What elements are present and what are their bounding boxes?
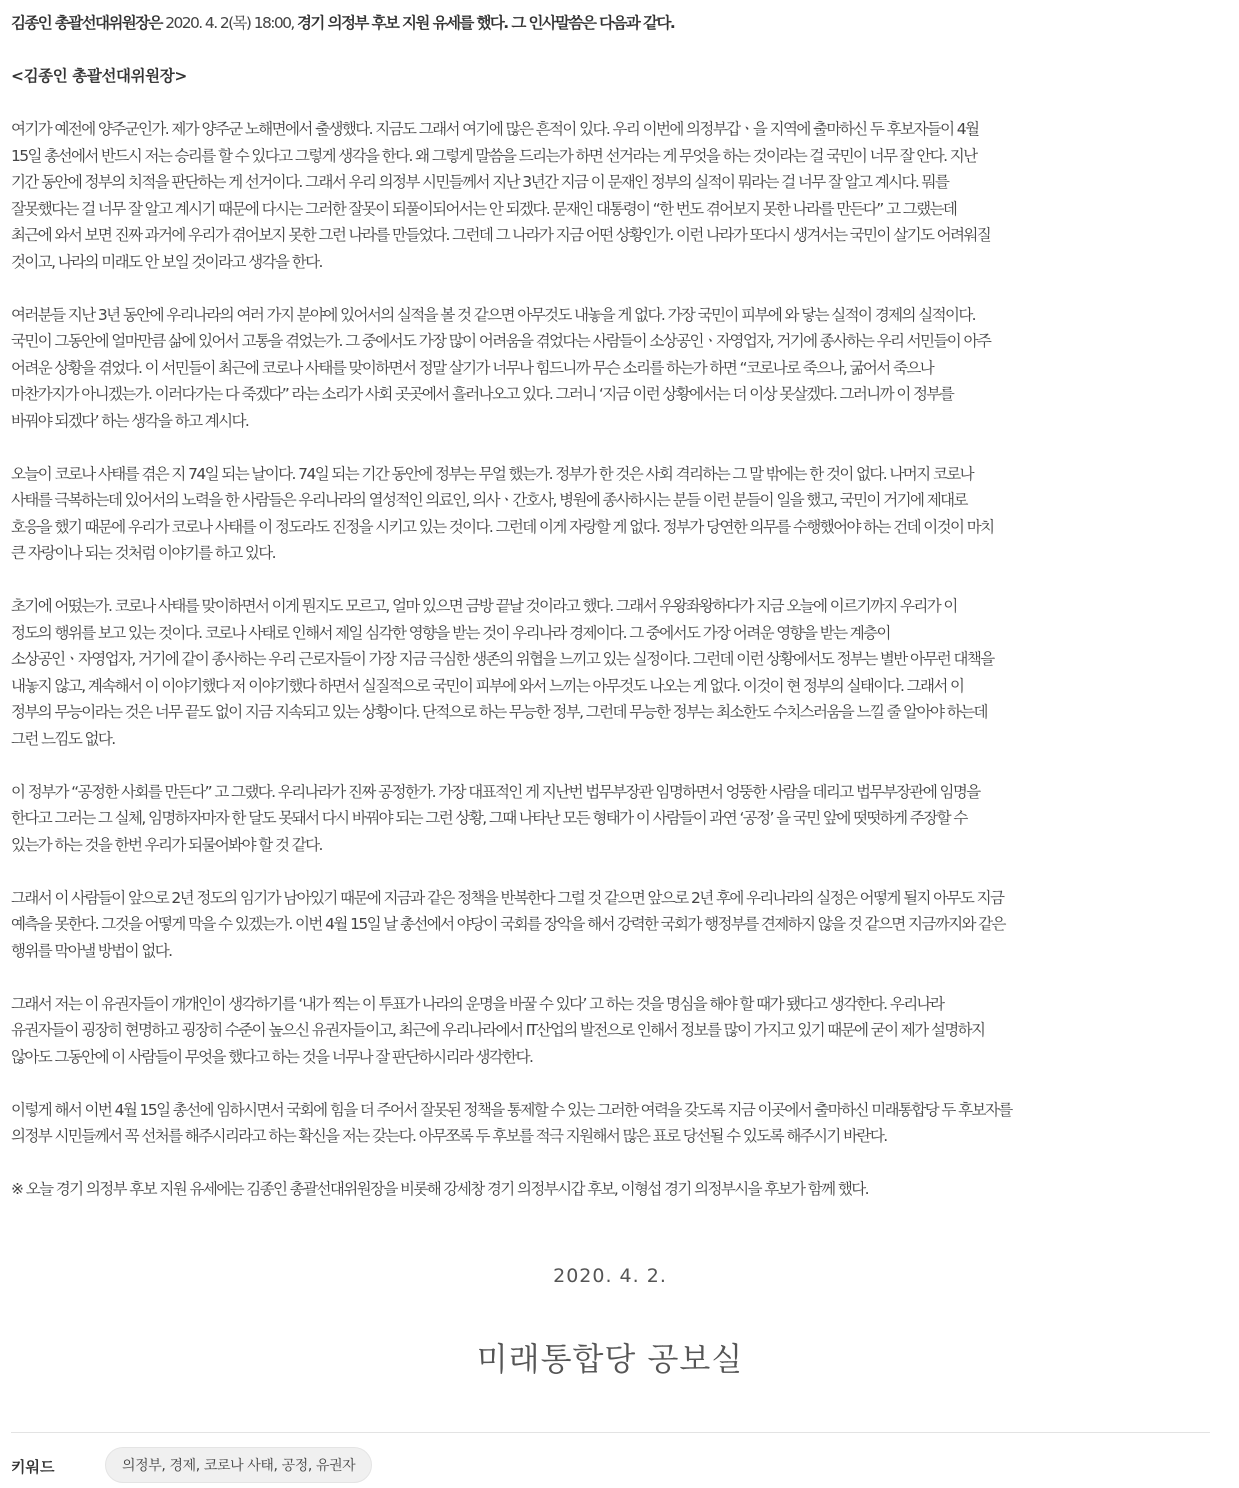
divider	[11, 1432, 1210, 1433]
paragraph-line: 그래서 저는 이 유권자들이 개개인이 생각하기를 ‘내가 찍는 이 투표가 나라의 운명을 바꿀 수 있다’ 고 하는 것을 명심을 해야 할 때가 됐다고 생각한다. 우리나라	[11, 994, 944, 1013]
speech-paragraph	[11, 885, 1211, 965]
paragraph-line: 행위를 막아낼 방법이 없다.	[11, 941, 172, 960]
paragraph-line: 최근에 와서 보면 진짜 과거에 우리가 겪어보지 못한 그런 나라를 만들었다. 그런데 그 나라가 지금 어떤 상황인가. 이런 나라가 또다시 생겨서는 국민이 살기도 어려워질	[11, 226, 991, 244]
keywords-tag[interactable]: 의정부, 경제, 코로나 사태, 공정, 유권자	[105, 1447, 372, 1483]
intro-subject: 김종인 총괄선대위원장은	[11, 14, 162, 32]
paragraph-line: 예측을 못한다. 그것을 어떻게 막을 수 있겠는가. 이번 4월 15일 날 총선에서 야당이 국회를 장악을 해서 강력한 국회가 행정부를 견제하지 않을 것 같으면 지금까지와 같은	[11, 915, 1005, 933]
paragraph-line: ※ 오늘 경기 의정부 후보 지원 유세에는 김종인 총괄선대위원장을 비롯해 강세창 경기 의정부시갑 후보, 이형섭 경기 의정부시을 후보가 함께 했다.	[11, 1180, 868, 1198]
intro-date: 2020. 4. 2(목) 18:00,	[161, 14, 298, 32]
speech-paragraph	[11, 991, 1211, 1071]
paragraph-line: 않아도 그동안에 이 사람들이 무엇을 했다고 하는 것을 너무나 잘 판단하시리라 생각한다.	[11, 1047, 533, 1066]
paragraph-line: 어려운 상황을 겪었다. 이 서민들이 최근에 코로나 사태를 맞이하면서 정말 살기가 너무나 힘드니까 무슨 소리를 하는가 하면 “코로나로 죽으나, 굶어서 죽으나	[11, 358, 934, 377]
paragraph-line: 여러분들 지난 3년 동안에 우리나라의 여러 가지 분야에 있어서의 실적을 볼 것 같으면 아무것도 내놓을 게 없다. 가장 국민이 피부에 와 닿는 실적이 경제의 실적이다.	[11, 305, 976, 324]
paragraph-line: 국민이 그동안에 얼마만큼 삶에 있어서 고통을 겪었는가. 그 중에서도 가장 많이 어려움을 겪었다는 사람들이 소상공인ㆍ자영업자, 거기에 종사하는 우리 서민들이 아주	[11, 332, 991, 350]
intro-event: 경기 의정부 후보 지원 유세를 했다. 그 인사말씀은 다음과 같다.	[297, 14, 675, 32]
speech-paragraph	[11, 461, 1211, 567]
paragraph-line: 유권자들이 굉장히 현명하고 굉장히 수준이 높으신 유권자들이고, 최근에 우리나라에서 IT산업의 발전으로 인해서 정보를 많이 가지고 있기 때문에 굳이 제가 설명하지	[11, 1021, 985, 1039]
intro-line	[11, 10, 1211, 37]
speech-paragraph	[11, 1097, 1211, 1150]
paragraph-line: 의정부 시민들께서 꼭 선처를 해주시리라고 하는 확신을 저는 갖는다. 아무쪼록 두 후보를 적극 지원해서 많은 표로 당선될 수 있도록 해주시기 바란다.	[11, 1127, 887, 1145]
issuer-signature: 미래통합당 공보실	[476, 1340, 744, 1378]
paragraph-line: 정도의 행위를 보고 있는 것이다. 코로나 사태로 인해서 제일 심각한 영향을 받는 것이 우리나라 경제이다. 그 중에서도 가장 어려운 영향을 받는 계층이	[11, 623, 890, 642]
paragraph-line: 정부의 무능이라는 것은 너무 끝도 없이 지금 지속되고 있는 상황이다. 단적으로 하는 무능한 정부, 그런데 무능한 정부는 최소한도 수치스러움을 느낄 줄 알아야 하는데	[11, 703, 987, 721]
paragraph-line: 큰 자랑이나 되는 것처럼 이야기를 하고 있다.	[11, 544, 276, 562]
speaker-heading: <김종인 총괄선대위원장>	[11, 67, 187, 85]
paragraph-line: 초기에 어떴는가. 코로나 사태를 맞이하면서 이게 뭔지도 모르고, 얼마 있으면 금방 끝날 것이라고 했다. 그래서 우왕좌왕하다가 지금 오늘에 이르기까지 우리가 이	[11, 597, 957, 615]
paragraph-line: 여기가 예전에 양주군인가. 제가 양주군 노해면에서 출생했다. 지금도 그래서 여기에 많은 흔적이 있다. 우리 이번에 의정부갑ㆍ을 지역에 출마하신 두 후보자들이 4월	[11, 120, 979, 138]
paragraph-line: 소상공인ㆍ자영업자, 거기에 같이 종사하는 우리 근로자들이 가장 지금 극심한 생존의 위협을 느끼고 있는 실정이다. 그런데 이런 상황에서도 정부는 별반 아무런 대책을	[11, 650, 994, 668]
paragraph-line: 이 정부가 “공정한 사회를 만든다” 고 그랬다. 우리나라가 진짜 공정한가. 가장 대표적인 게 지난번 법무부장관 임명하면서 엉뚱한 사람을 데리고 법무부장관에 임명을	[11, 782, 980, 801]
release-date: 2020. 4. 2.	[553, 1265, 667, 1287]
speech-paragraph	[11, 1176, 1211, 1203]
paragraph-line: 것이고, 나라의 미래도 안 보일 것이라고 생각을 한다.	[11, 252, 322, 271]
paragraph-line: 내놓지 않고, 계속해서 이 이야기했다 저 이야기했다 하면서 실질적으로 국민이 피부에 와서 느끼는 아무것도 나오는 게 없다. 이것이 현 정부의 실태이다. 그래서 이	[11, 676, 964, 695]
article-body	[11, 10, 1211, 1203]
paragraph-line: 오늘이 코로나 사태를 겪은 지 74일 되는 날이다. 74일 되는 기간 동안에 정부는 무얼 했는가. 정부가 한 것은 사회 격리하는 그 말 밖에는 한 것이 없다. 나머지 코로나	[11, 464, 973, 483]
speech-paragraph	[11, 116, 1211, 275]
paragraph-line: 잘못했다는 걸 너무 잘 알고 계시기 때문에 다시는 그러한 잘못이 되풀이되어서는 안 되겠다. 문재인 대통령이 “한 번도 겪어보지 못한 나라를 만든다” 고 그랬는데	[11, 199, 957, 218]
speech-paragraphs	[11, 116, 1211, 1203]
paragraph-line: 호응을 했기 때문에 우리가 코로나 사태를 이 정도라도 진정을 시키고 있는 것이다. 그런데 이게 자랑할 게 없다. 정부가 당연한 의무를 수행했어야 하는 건데 이것이 마치	[11, 517, 994, 536]
paragraph-line: 사태를 극복하는데 있어서의 노력을 한 사람들은 우리나라의 열성적인 의료인, 의사ㆍ간호사, 병원에 종사하시는 분들 이런 분들이 일을 했고, 국민이 거기에 제대로	[11, 491, 967, 509]
speech-paragraph	[11, 779, 1211, 859]
paragraph-line: 기간 동안에 정부의 치적을 판단하는 게 선거이다. 그래서 우리 의정부 시민들께서 지난 3년간 지금 이 문재인 정부의 실적이 뭐라는 걸 너무 잘 알고 계시다. 뭐를	[11, 173, 949, 191]
speech-paragraph	[11, 302, 1211, 435]
keywords-label: 키워드	[11, 1458, 55, 1476]
paragraph-line: 15일 총선에서 반드시 저는 승리를 할 수 있다고 그렇게 생각을 한다. 왜 그렇게 말씀을 드리는가 하면 선거라는 게 무엇을 하는 것이라는 걸 국민이 너무 잘 안다. 지난	[11, 146, 977, 165]
paragraph-line: 바꿔야 되겠다’ 하는 생각을 하고 계시다.	[11, 411, 249, 430]
paragraph-line: 이렇게 해서 이번 4월 15일 총선에 임하시면서 국회에 힘을 더 주어서 잘못된 정책을 통제할 수 있는 그러한 여력을 갖도록 지금 이곳에서 출마하신 미래통합당 두 후보자를	[11, 1100, 1012, 1119]
paragraph-line: 그래서 이 사람들이 앞으로 2년 정도의 임기가 남아있기 때문에 지금과 같은 정책을 반복한다 그럴 것 같으면 앞으로 2년 후에 우리나라의 실정은 어떻게 될지 아무도 지금	[11, 888, 1004, 907]
paragraph-line: 그런 느낌도 없다.	[11, 729, 115, 748]
paragraph-line: 있는가 하는 것을 한번 우리가 되물어봐야 할 것 같다.	[11, 835, 322, 854]
paragraph-line: 마찬가지가 아니겠는가. 이러다가는 다 죽겠다” 라는 소리가 사회 곳곳에서 흘러나오고 있다. 그러니 ‘지금 이런 상황에서는 더 이상 못살겠다. 그러니까 이 정부를	[11, 385, 954, 403]
paragraph-line: 한다고 그러는 그 실체, 임명하자마자 한 달도 못돼서 다시 바꿔야 되는 그런 상황, 그때 나타난 모든 형태가 이 사람들이 과연 ‘공정’ 을 국민 앞에 떳떳하게 주장할 수	[11, 809, 967, 827]
speech-paragraph	[11, 593, 1211, 752]
